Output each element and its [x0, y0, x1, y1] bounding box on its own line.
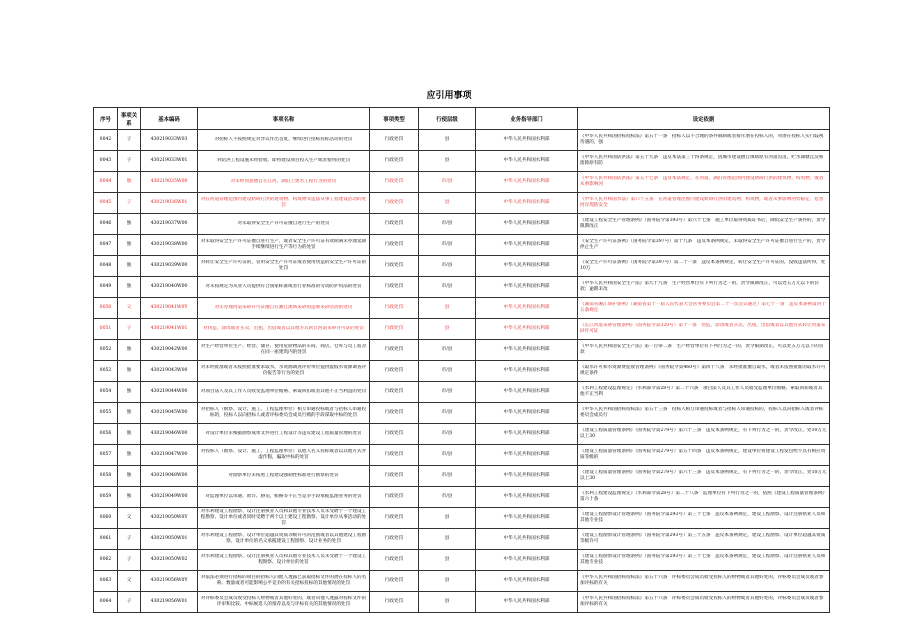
cell-name [198, 508, 370, 529]
cell-name [198, 382, 370, 403]
cell-basis-text: 《中华人民共和国招标投标法》第五十六条 评标委员会成员收受投标人的财物或者其他好处的，评标委员会成员或者参加评标的有关 [580, 596, 824, 607]
header-code: 基本编码 [141, 108, 198, 130]
cell-name [198, 550, 370, 571]
cell-name [198, 340, 370, 361]
cell-code: 430219047W00 [141, 445, 198, 466]
cell-basis [578, 361, 830, 382]
cell-name-text: 对未取得安全生产许可证擅自进行生产，或者安全生产许可证有效期满未办理延期手续继续进行生产等行为的处罚 [200, 239, 367, 250]
cell-basis [578, 508, 830, 529]
cell-no: 0051 [94, 319, 118, 340]
cell-no: 0052 [94, 340, 118, 361]
cell-no: 0046 [94, 214, 118, 235]
table-row [94, 130, 830, 151]
cell-type: 行政处罚 [370, 151, 419, 172]
cell-name-text: 对未经批准或者未按照批准要求取水，水资源调查评价单位提供虚假水资源调查评价报告等行为的处罚 [200, 365, 367, 376]
cell-type: 行政处罚 [370, 592, 419, 613]
cell-basis [578, 571, 830, 592]
cell-dept: 中华人民共和国水利部 [476, 193, 578, 214]
cell-type: 行政处罚 [370, 277, 419, 298]
cell-code: 430219037W00 [141, 214, 198, 235]
cell-relation: 父 [118, 571, 141, 592]
cell-name-text: 对未经同意擅自在江河、湖泊上建水工程行为的处罚 [230, 179, 337, 184]
cell-code: 430219035W00 [141, 172, 198, 193]
cell-level: 市/县 [419, 424, 476, 445]
cell-basis-text: 《安全生产许可证条例》（国务院令第397号）第十九条 违反本条例规定，未取得安全生产许可证擅自进行生产的，责令停止生产 [580, 239, 826, 250]
table-row [94, 340, 830, 361]
cell-type: 行政处罚 [370, 298, 419, 319]
cell-no: 0042 [94, 130, 118, 151]
cell-dept: 中华人民共和国水利部 [476, 571, 578, 592]
cell-name-text: 对设计单位未根据勘察成果文件进行工程设计等违反建设工程质量管理的处罚 [205, 431, 362, 436]
cell-dept: 中华人民共和国水利部 [476, 298, 578, 319]
cell-name-text: 对监理单位以串通、欺诈、胁迫、贿赂等不正当竞争手段承揽监理业务的处罚 [205, 494, 362, 499]
cell-code: 430219046W00 [141, 424, 198, 445]
cell-basis [578, 130, 830, 151]
header-relation: 事项关系 [118, 108, 141, 130]
cell-relation: 子 [118, 550, 141, 571]
cell-level: 市/县 [419, 382, 476, 403]
cell-name-text: 对招标人不按照规定对异议作出答复，继续进行招标投标活动的处罚 [214, 137, 353, 142]
cell-name-text: 对勘察单位未按照工程建设强制性标准进行勘察的处罚 [228, 473, 339, 478]
cell-code: 430219048W00 [141, 466, 198, 487]
cell-dept: 中华人民共和国水利部 [476, 487, 578, 508]
header-row [94, 108, 830, 130]
cell-level: 市/县 [419, 445, 476, 466]
cell-dept: 中华人民共和国水利部 [476, 424, 578, 445]
cell-code: 430219036W01 [141, 193, 198, 214]
cell-code: 430219041W01 [141, 319, 198, 340]
table-row [94, 445, 830, 466]
cell-basis-text: 《中华人民共和国安全生产法》第一百零二条 生产经营单位有下列行为之一的，责令限期改正，可以处五万元以下的罚款 [580, 344, 824, 355]
cell-code: 430219049W00 [141, 487, 198, 508]
cell-relation: 独 [118, 172, 141, 193]
cell-dept: 中华人民共和国水利部 [476, 361, 578, 382]
header-name: 事项名称 [198, 108, 370, 130]
cell-level: 市/县 [419, 340, 476, 361]
cell-name-text: 对伪造、涂改或者买卖、出租、出借或者以其他方式转让河道采砂许可证的处罚 [203, 326, 364, 331]
cell-basis-text: 《湖南省湘江保护条例》（湖南省第十一届人民代表大会常务委员会第二十一次会议通过）第七十一条 违反本条例第四十五条规定 [580, 302, 826, 313]
cell-basis-text: 《建设工程安全生产管理条例》（国务院令第393号）第六十七条 施工单位取得资质证书后，降低安全生产条件的，责令限期改正 [580, 218, 826, 229]
cell-name [198, 424, 370, 445]
cell-relation: 父 [118, 298, 141, 319]
header-no: 序号 [94, 108, 118, 130]
cell-dept: 中华人民共和国水利部 [476, 445, 578, 466]
header-basis: 设定依据 [578, 108, 830, 130]
cell-level: 市/县 [419, 235, 476, 256]
cell-type: 行政处罚 [370, 340, 419, 361]
cell-name-text: 对未按规定为从业人员提供符合国家标准或者行业标准的劳动防护用品的处罚 [205, 284, 362, 289]
cell-no: 0050 [94, 298, 118, 319]
cell-basis-text: 《建设工程质量管理条例》（国务院令第279号）第五十四条 违反本条例规定，建设单位将建设工程发包给不具有相应资质等级的 [580, 449, 826, 460]
table-row [94, 592, 830, 613]
cell-basis-text: 《中华人民共和国招标投标法》第五十一条 招标人以不合理的条件限制或者排斥潜在投标人的，对潜在投标人实行歧视待遇的，强 [580, 134, 824, 145]
cell-level: 县 [419, 592, 476, 613]
cell-type: 行政处罚 [370, 550, 419, 571]
cell-code: 430219038W00 [141, 235, 198, 256]
cell-basis [578, 445, 830, 466]
cell-relation: 独 [118, 382, 141, 403]
cell-level: 市/县 [419, 403, 476, 424]
cell-code: 430219043W00 [141, 361, 198, 382]
cell-code: 430219033W03 [141, 130, 198, 151]
cell-type: 行政处罚 [370, 424, 419, 445]
cell-code: 430219040W00 [141, 277, 198, 298]
cell-name [198, 235, 370, 256]
cell-type: 行政处罚 [370, 172, 419, 193]
cell-level: 县 [419, 193, 476, 214]
cell-name [198, 592, 370, 613]
table-row [94, 235, 830, 256]
cell-code: 430219041W0Y [141, 298, 198, 319]
table-row [94, 403, 830, 424]
cell-type: 行政处罚 [370, 361, 419, 382]
cell-dept: 中华人民共和国水利部 [476, 403, 578, 424]
cell-basis [578, 298, 830, 319]
cell-basis-text: 《长江河道采砂管理条例》（国务院令第320号）第十一条 伪造、涂改或者买卖、出租、出借或者以其他方式转让河道采砂许可证 [580, 323, 826, 334]
cell-level: 县 [419, 151, 476, 172]
cell-dept: 中华人民共和国水利部 [476, 529, 578, 550]
table-row [94, 508, 830, 529]
cell-basis-text: 《中华人民共和国招标投标法》第五十六条 评标委员会成员收受投标人的财物或者其他好处的，评标委员会成员或者参加评标的有关 [580, 575, 824, 586]
table-row [94, 487, 830, 508]
cell-dept: 中华人民共和国水利部 [476, 235, 578, 256]
cell-basis-text: 《中华人民共和国防洪法》第五十七条 违反本法规定，在河道、湖泊管理范围内建设妨碍行洪的建筑物、构筑物，或者从事影响河 [580, 176, 824, 187]
cell-name [198, 172, 370, 193]
cell-basis-text: 《建设工程质量管理条例》（国务院令第279号）第六十三条 违反本条例规定，有下列行为之一的，责令改正，处10万元以上30 [580, 428, 827, 439]
cell-dept: 中华人民共和国水利部 [476, 319, 578, 340]
cell-dept: 中华人民共和国水利部 [476, 466, 578, 487]
cell-level: 县 [419, 319, 476, 340]
cell-dept: 中华人民共和国水利部 [476, 256, 578, 277]
cell-basis [578, 235, 830, 256]
cell-basis-text: 《建设工程勘察设计管理条例》（国务院令第293号）第三十七条 违反本条例规定，建设工程勘察、设计注册执业人员和其他专业技 [580, 554, 826, 565]
cell-basis-text: 《中华人民共和国招标投标法》第五十三条 投标人相互串通投标或者与招标人串通投标的，投标人以向招标人或者评标委员会成员行 [580, 407, 824, 418]
cell-code: 430219056W0Y [141, 571, 198, 592]
cell-name-text: 对转让安全生产许可证的，冒用安全生产许可证或者使用伪造的安全生产许可证的处罚 [200, 260, 367, 271]
cell-basis-text: 《中华人民共和国安全生产法》第九十九条 生产经营单位有下列行为之一的，责令限期改正，可以处五万元以下的罚款；逾期未改 [580, 281, 819, 292]
cell-basis [578, 277, 830, 298]
cell-name [198, 571, 370, 592]
cell-no: 0043 [94, 151, 118, 172]
cell-level: 市/县 [419, 277, 476, 298]
cell-relation: 独 [118, 403, 141, 424]
cell-relation: 子 [118, 529, 141, 550]
cell-level: 县 [419, 508, 476, 529]
header-level: 行使层级 [419, 108, 476, 130]
cell-name [198, 193, 370, 214]
cell-name [198, 529, 370, 550]
cell-dept: 中华人民共和国水利部 [476, 151, 578, 172]
table-row [94, 424, 830, 445]
cell-relation: 独 [118, 487, 141, 508]
cell-no: 0049 [94, 277, 118, 298]
cell-dept: 中华人民共和国水利部 [476, 340, 578, 361]
cell-type: 行政处罚 [370, 487, 419, 508]
cell-basis [578, 382, 830, 403]
cell-name [198, 361, 370, 382]
cell-name-text: 对未取得安全生产许可证擅自进行生产的处罚 [237, 221, 330, 226]
cell-level: 县 [419, 298, 476, 319]
cell-basis [578, 592, 830, 613]
cell-type: 行政处罚 [370, 466, 419, 487]
cell-level: 县 [419, 130, 476, 151]
table-row [94, 529, 830, 550]
cell-no: 0047 [94, 235, 118, 256]
cell-type: 行政处罚 [370, 382, 419, 403]
cell-type: 行政处罚 [370, 529, 419, 550]
cell-level: 县 [419, 529, 476, 550]
cell-basis-text: 《建设工程质量管理条例》（国务院令第279号）第六十三条 违反本条例规定，有下列行为之一的，责令改正，处10万元以上30 [580, 470, 827, 481]
cell-code: 430219045W00 [141, 403, 198, 424]
cell-no: 0044 [94, 172, 118, 193]
cell-no: 0056 [94, 424, 118, 445]
cell-code: 430219033W01 [141, 151, 198, 172]
cell-relation: 独 [118, 256, 141, 277]
cell-level: 县 [419, 571, 476, 592]
cell-type: 行政处罚 [370, 256, 419, 277]
cell-relation: 独 [118, 445, 141, 466]
cell-relation: 子 [118, 193, 141, 214]
cell-basis-text: 《安全生产许可证条例》（国务院令第397号）第二十一条 违反本条例规定，转让安全生产许可证的，没收违法所得，处10万 [580, 260, 826, 271]
table-row [94, 277, 830, 298]
table-row [94, 193, 830, 214]
table-row [94, 361, 830, 382]
cell-name-text: 对水利建设工程勘察、设计注册执业人员和其他专业技术人员未受聘于一个建设工程勘察、设计单位的处罚 [200, 554, 367, 565]
items-table [93, 107, 830, 613]
cell-basis [578, 214, 830, 235]
cell-level: 市/县 [419, 172, 476, 193]
cell-basis-text: 《水利工程建设监理规定》（水利部令第28号）第二十八条 监理单位有下列行为之一的，依照《建设工程质量管理条例》第六十条 [580, 491, 825, 502]
cell-type: 行政处罚 [370, 445, 419, 466]
cell-dept: 中华人民共和国水利部 [476, 130, 578, 151]
cell-type: 行政处罚 [370, 193, 419, 214]
cell-name-text: 对投标人（勘察、设计、施工、工程监理单位）以他人名义投标或者以其他方式弄虚作假，骗取中标的处罚 [200, 449, 367, 460]
cell-name [198, 466, 370, 487]
cell-code: 430219039W00 [141, 256, 198, 277]
cell-dept: 中华人民共和国水利部 [476, 277, 578, 298]
cell-name [198, 403, 370, 424]
cell-name [198, 130, 370, 151]
table-row [94, 298, 830, 319]
cell-basis [578, 193, 830, 214]
cell-basis [578, 403, 830, 424]
cell-name-text: 对评标委员会成员收受投标人财物或者其他好处的，或者向他人透露对投标文件的评审和比较、中标候选人的推荐以及与评标有关的其他情况的处罚 [200, 596, 367, 607]
table-row [94, 550, 830, 571]
cell-level: 市/县 [419, 487, 476, 508]
cell-dept: 中华人民共和国水利部 [476, 508, 578, 529]
cell-name-text: 对依法必须进行招标的项目的招标人向他人透露已获取招标文件的潜在投标人的名称、数量或者可能影响公平竞争的有关招标投标的其他情况的处罚 [200, 575, 367, 586]
cell-basis-text: 《建设工程勘察设计管理条例》（国务院令第293号）第三十七条 违反本条例规定，建设工程勘察、设计注册执业人员和其他专业技 [580, 512, 826, 523]
cell-name-text: 对水利建设工程勘察、设计单位超越其资质等级许可的范围或者以其他建设工程勘察、设计单位的名义承揽建设工程勘察、设计业务的处罚 [200, 533, 367, 544]
cell-name [198, 487, 370, 508]
cell-type: 行政处罚 [370, 508, 419, 529]
cell-level: 市/县 [419, 256, 476, 277]
cell-name-text: 对生产经营单位生产、经营、储存、使用危险物品的车间、商店、仓库与员工宿舍在同一座建筑内的处罚 [200, 344, 367, 355]
cell-basis-text: 《建设工程勘察设计管理条例》（国务院令第293号）第三十五条 违反本条例规定，建设工程勘察、设计单位超越其资质等级许可 [580, 533, 826, 544]
cell-basis [578, 319, 830, 340]
cell-basis [578, 529, 830, 550]
cell-code: 430219056W01 [141, 592, 198, 613]
cell-type: 行政处罚 [370, 571, 419, 592]
cell-type: 行政处罚 [370, 130, 419, 151]
cell-relation: 独 [118, 235, 141, 256]
cell-no: 0061 [94, 529, 118, 550]
cell-no: 0062 [94, 550, 118, 571]
table-row [94, 319, 830, 340]
cell-code: 430219044W00 [141, 382, 198, 403]
cell-no: 0064 [94, 592, 118, 613]
cell-name [198, 319, 370, 340]
cell-basis [578, 172, 830, 193]
cell-relation: 独 [118, 361, 141, 382]
cell-relation: 子 [118, 319, 141, 340]
table-row [94, 256, 830, 277]
cell-dept: 中华人民共和国水利部 [476, 592, 578, 613]
cell-type: 行政处罚 [370, 214, 419, 235]
cell-name-text: 对未办理河道采砂许可证擅自在湘江流域采砂的违规采砂活动的处罚 [214, 305, 353, 310]
cell-relation: 子 [118, 130, 141, 151]
cell-level: 市/县 [419, 466, 476, 487]
cell-dept: 中华人民共和国水利部 [476, 382, 578, 403]
cell-basis [578, 424, 830, 445]
cell-basis [578, 256, 830, 277]
cell-no: 0057 [94, 445, 118, 466]
cell-name [198, 151, 370, 172]
cell-name [198, 256, 370, 277]
cell-relation: 独 [118, 214, 141, 235]
cell-name-text: 对招标人（勘察、设计、施工、工程监理单位）相互串通投标或者与招标人串通投标的，投标人以向招标人或者评标委员会成员行贿的手段谋取中标的处罚 [200, 407, 367, 418]
cell-name [198, 277, 370, 298]
cell-relation: 独 [118, 466, 141, 487]
cell-dept: 中华人民共和国水利部 [476, 550, 578, 571]
cell-basis-text: 《中华人民共和国防洪法》第五十九条 违反本法第三十四条规定，因城市建设擅自填堵原有河道沟汊、贮水湖塘洼淀和废除原有防 [580, 155, 824, 166]
cell-dept: 中华人民共和国水利部 [476, 214, 578, 235]
cell-no: 0054 [94, 382, 118, 403]
cell-basis [578, 550, 830, 571]
cell-code: 430219050W02 [141, 550, 198, 571]
cell-no: 0048 [94, 256, 118, 277]
header-dept: 业务指导部门 [476, 108, 578, 130]
cell-basis [578, 466, 830, 487]
header-type: 事项类型 [370, 108, 419, 130]
cell-basis-text: 《水利工程建设监理规定》（水利部令第28号）第二十六条 项目法人及其工作人员收受监理单位贿赂、索取回扣或者其他不正当利 [580, 386, 823, 397]
cell-name [198, 298, 370, 319]
cell-type: 行政处罚 [370, 235, 419, 256]
cell-level: 市/县 [419, 361, 476, 382]
cell-no: 0058 [94, 466, 118, 487]
cell-basis-text: 《中华人民共和国水法》第六十五条 在河道管理范围内建设妨碍行洪的建筑物、构筑物，或者从事影响河势稳定、危害河岸堤防安全 [580, 197, 824, 208]
cell-name-text: 对在河道管理范围内建设妨碍行洪的建筑物、构筑物等违法从事工程建设活动的处罚 [200, 197, 367, 208]
cell-basis [578, 340, 830, 361]
cell-relation: 独 [118, 424, 141, 445]
cell-relation: 独 [118, 277, 141, 298]
cell-no: 0060 [94, 508, 118, 529]
cell-relation: 子 [118, 592, 141, 613]
cell-no: 0063 [94, 571, 118, 592]
cell-name-text: 对项目法人及其工作人员收受监理单位贿赂、索取回扣或者其他不正当利益的处罚 [200, 389, 367, 394]
table-row [94, 172, 830, 193]
cell-type: 行政处罚 [370, 403, 419, 424]
table-row [94, 382, 830, 403]
cell-basis [578, 151, 830, 172]
table-row [94, 214, 830, 235]
cell-no: 0055 [94, 403, 118, 424]
cell-basis-text: 《取水许可和水资源费征收管理条例》（国务院令第460号）第四十八条 未经批准擅自取水，或者未依照批准的取水许可规定条件 [580, 365, 826, 376]
cell-dept: 中华人民共和国水利部 [476, 172, 578, 193]
table-row [94, 466, 830, 487]
table-row [94, 571, 830, 592]
cell-basis [578, 487, 830, 508]
cell-name [198, 445, 370, 466]
cell-name-text: 对防洪工程设施未经验收，即将建设项目投入生产或者使用的处罚 [216, 158, 351, 163]
cell-relation: 独 [118, 340, 141, 361]
cell-no: 0045 [94, 193, 118, 214]
cell-code: 430219050W01 [141, 529, 198, 550]
cell-level: 市/县 [419, 214, 476, 235]
cell-no: 0053 [94, 361, 118, 382]
cell-type: 行政处罚 [370, 319, 419, 340]
cell-name [198, 214, 370, 235]
cell-relation: 子 [118, 151, 141, 172]
page-title: 应引用事项 [426, 91, 472, 101]
cell-level: 县 [419, 550, 476, 571]
table-row [94, 151, 830, 172]
cell-code: 430219042W00 [141, 340, 198, 361]
cell-no: 0059 [94, 487, 118, 508]
cell-relation: 父 [118, 508, 141, 529]
cell-name-text: 对水利建设工程勘察、设计注册执业人员和其他专业技术人员未受聘于一个建设工程勘察、设计单位或者同时受聘于两个以上建设工程勘察、设计单位从事活动的处罚 [200, 509, 367, 526]
cell-code: 430219050W0Y [141, 508, 198, 529]
